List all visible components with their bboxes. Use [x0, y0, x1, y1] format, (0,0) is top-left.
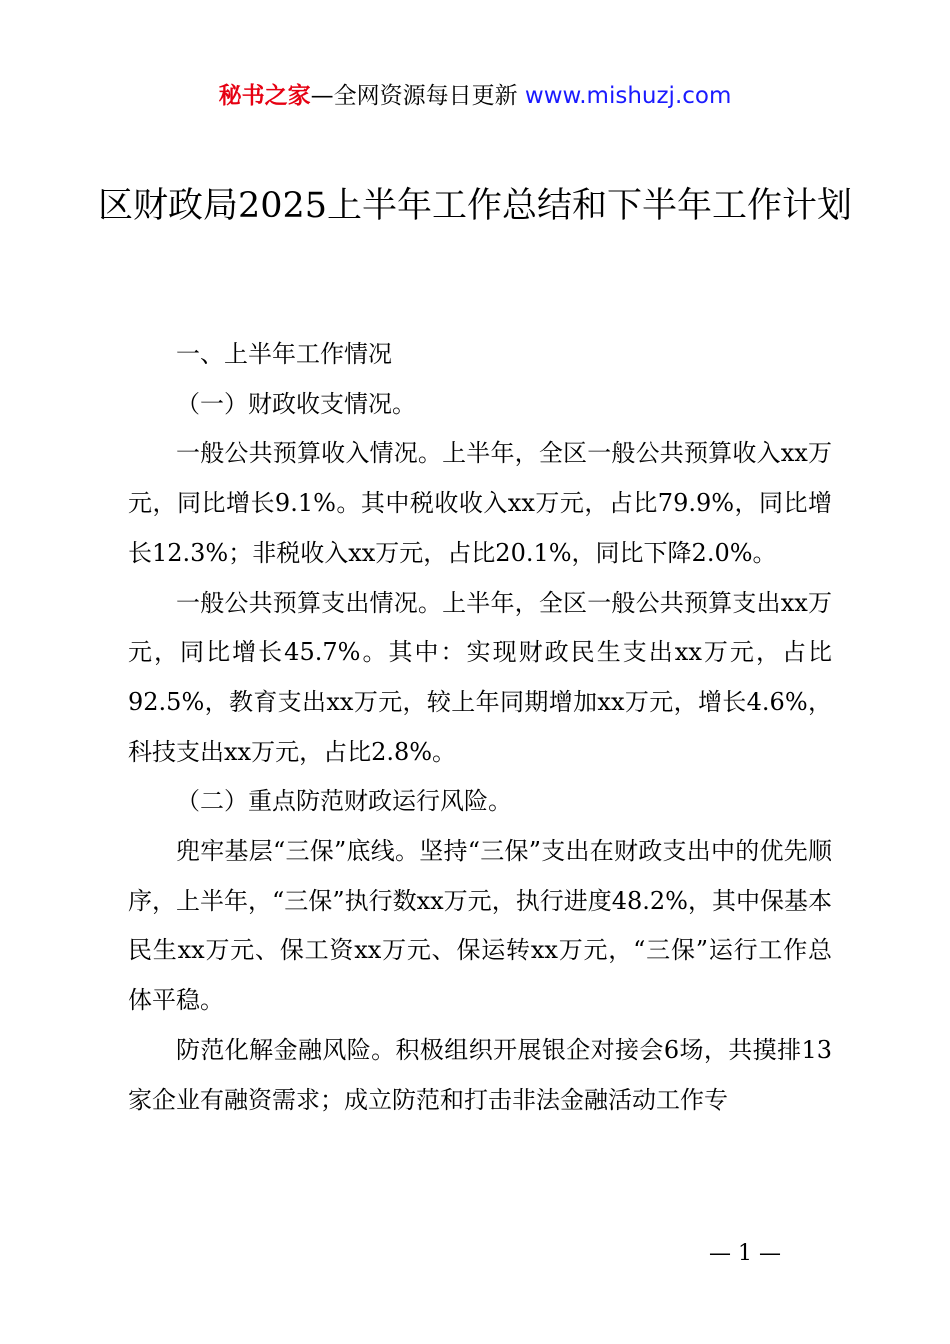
site-slogan: —全网资源每日更新: [310, 83, 525, 109]
document-body: [128, 330, 832, 1125]
document-title: 区财政局2025上半年工作总结和下半年工作计划: [97, 186, 853, 226]
body-paragraph: 一般公共预算支出情况。上半年，全区一般公共预算支出xx万元，同比增长45.7%。其中：实现财政民生支出xx万元，占比92.5%，教育支出xx万元，较上年同期增加xx万元，增长4.6%，科技支出xx万元，占比2.8%。: [128, 588, 832, 766]
site-brand: 秘书之家: [218, 83, 311, 109]
site-url-link[interactable]: www.mishuzj.com: [524, 83, 732, 109]
subsection-heading: （二）重点防范财政运行风险。: [176, 787, 512, 816]
body-paragraph: 防范化解金融风险。积极组织开展银企对接会6场，共摸排13家企业有融资需求；成立防范和打击非法金融活动工作专: [128, 1035, 832, 1114]
site-banner: [0, 80, 950, 112]
body-paragraph: 兜牢基层“三保”底线。坚持“三保”支出在财政支出中的优先顺序，上半年，“三保”执行数xx万元，执行进度48.2%，其中保基本民生xx万元、保工资xx万元、保运转xx万元，“三保”运行工作总体平稳。: [128, 837, 832, 1015]
subsection-heading: （一）财政收支情况。: [176, 389, 416, 418]
section-heading: 一、上半年工作情况: [176, 340, 392, 368]
body-paragraph: 一般公共预算收入情况。上半年，全区一般公共预算收入xx万元，同比增长9.1%。其中税收收入xx万元，占比79.9%，同比增长12.3%；非税收入xx万元，占比20.1%，同比下降2.0%。: [128, 439, 832, 567]
page-number: — 1 —: [709, 1241, 781, 1266]
